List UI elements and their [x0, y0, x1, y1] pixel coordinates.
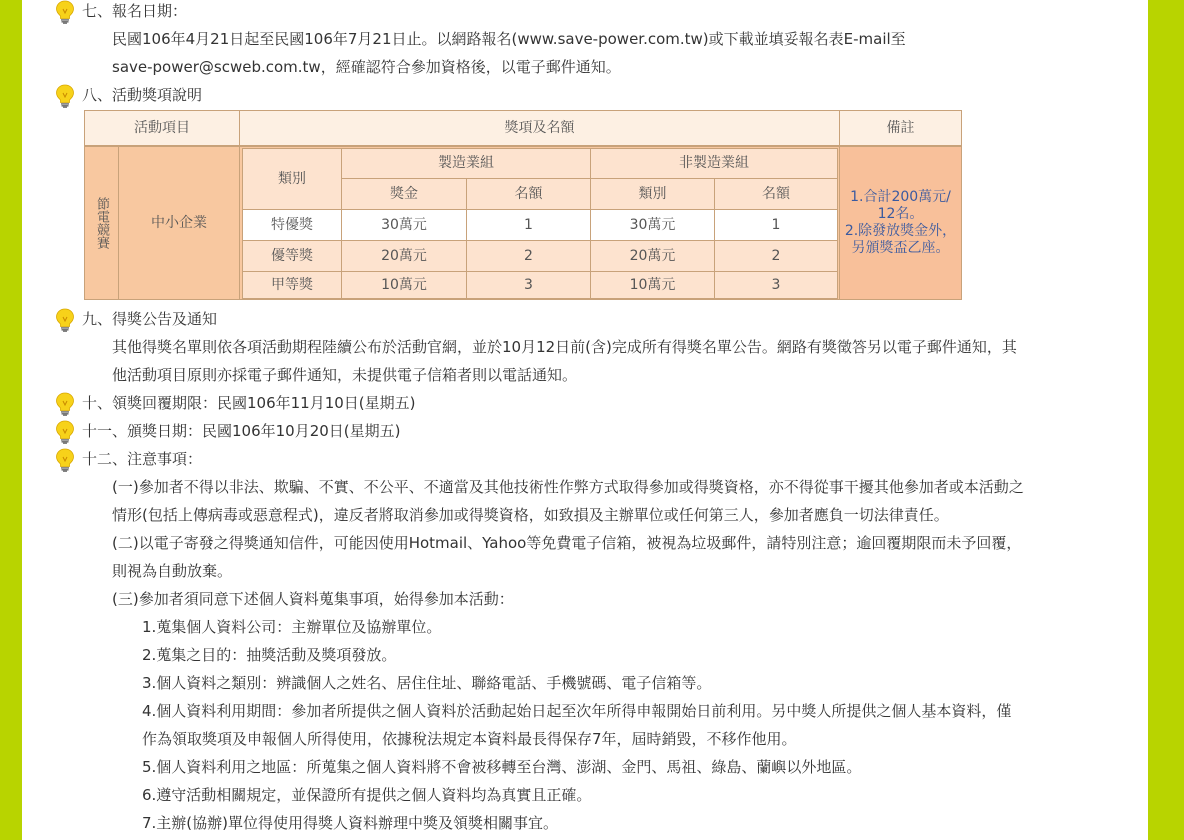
table-cell: 1	[714, 209, 838, 241]
header-type-2: 類別	[590, 178, 715, 210]
table-cell: 20萬元	[341, 240, 467, 272]
section-text: 則視為自動放棄。	[112, 562, 233, 580]
table-cell: 特優獎	[242, 209, 342, 241]
list-item: 2.蒐集之目的：抽獎活動及獎項發放。	[142, 646, 397, 664]
section-text: (三)參加者須同意下述個人資料蒐集事項，始得參加本活動：	[112, 590, 514, 608]
lightbulb-icon	[54, 392, 76, 416]
group-name: 中小企業	[118, 146, 240, 300]
document-page	[22, 0, 1148, 840]
table-cell: 2	[714, 240, 838, 272]
header-count: 名額	[466, 178, 591, 210]
event-name: 節電競賽	[84, 146, 119, 300]
header-prizes: 獎項及名額	[239, 110, 840, 146]
section-title: 十二、注意事項：	[82, 450, 203, 468]
section-text: 民國106年4月21日起至民國106年7月21日止。以網路報名(www.save-power.com.tw)或下載並填妥報名表E-mail至	[112, 30, 906, 48]
header-non-manufacturing: 非製造業組	[590, 148, 838, 179]
list-item: 1.蒐集個人資料公司：主辦單位及協辦單位。	[142, 618, 442, 636]
table-cell: 2	[466, 240, 591, 272]
header-type: 類別	[242, 148, 342, 210]
table-cell: 10萬元	[341, 271, 467, 299]
table-cell: 優等獎	[242, 240, 342, 272]
table-cell: 3	[714, 271, 838, 299]
section-text: 情形(包括上傳病毒或惡意程式)，違反者將取消參加或得獎資格，如致損及主辦單位或任何第三人，參加者應負一切法律責任。	[112, 506, 949, 524]
header-amount: 獎金	[341, 178, 467, 210]
list-item: 5.個人資料利用之地區：所蒐集之個人資料將不會被移轉至台灣、澎湖、金門、馬祖、綠島、蘭嶼以外地區。	[142, 758, 862, 776]
header-manufacturing: 製造業組	[341, 148, 591, 179]
note-cell	[839, 146, 962, 300]
section-text: save-power@scweb.com.tw，經確認符合參加資格後，以電子郵件通知。	[112, 58, 621, 76]
table-cell: 30萬元	[590, 209, 715, 241]
section-text: 他活動項目原則亦採電子郵件通知，未提供電子信箱者則以電話通知。	[112, 366, 578, 384]
header-note: 備註	[839, 110, 962, 146]
list-item: 7.主辦(協辦)單位得使用得獎人資料辦理中獎及領獎相關事宜。	[142, 814, 559, 832]
section-text: (一)參加者不得以非法、欺騙、不實、不公平、不適當及其他技術性作弊方式取得參加或得獎資格，亦不得從事干擾其他參加者或本活動之	[112, 478, 1024, 496]
note-line: 另頒獎盃乙座。	[851, 240, 950, 256]
note-line: 1.合計200萬元/	[850, 189, 951, 205]
section-text: 其他得獎名單則依各項活動期程陸續公布於活動官網，並於10月12日前(含)完成所有得獎名單公告。網路有獎徵答另以電子郵件通知，其	[112, 338, 1017, 356]
table-cell: 甲等獎	[242, 271, 342, 299]
section-text: (二)以電子寄發之得獎通知信件，可能因使用Hotmail、Yahoo等免費電子信箱，被視為垃圾郵件，請特別注意；逾回覆期限而未予回覆，	[112, 534, 1022, 552]
lightbulb-icon	[54, 84, 76, 108]
list-item: 作為領取獎項及申報個人所得使用，依據稅法規定本資料最長得保存7年，屆時銷毀，不移作他用。	[142, 730, 797, 748]
section-title: 七、報名日期：	[82, 2, 188, 20]
note-line: 12名。	[877, 206, 924, 222]
table-cell: 3	[466, 271, 591, 299]
table-cell: 10萬元	[590, 271, 715, 299]
table-cell: 30萬元	[341, 209, 467, 241]
lightbulb-icon	[54, 308, 76, 332]
lightbulb-icon	[54, 448, 76, 472]
table-cell: 1	[466, 209, 591, 241]
header-count-2: 名額	[714, 178, 838, 210]
section-title: 十一、頒獎日期：民國106年10月20日(星期五)	[82, 422, 401, 440]
section-title: 十、領獎回覆期限：民國106年11月10日(星期五)	[82, 394, 416, 412]
list-item: 3.個人資料之類別：辨識個人之姓名、居住住址、聯絡電話、手機號碼、電子信箱等。	[142, 674, 712, 692]
section-title: 八、活動獎項說明	[82, 86, 203, 104]
lightbulb-icon	[54, 420, 76, 444]
lightbulb-icon	[54, 0, 76, 24]
table-cell: 20萬元	[590, 240, 715, 272]
header-activity-item: 活動項目	[84, 110, 240, 146]
note-line: 2.除發放獎金外，	[844, 223, 957, 239]
section-title: 九、得獎公告及通知	[82, 310, 218, 328]
prize-table	[84, 110, 962, 300]
list-item: 6.遵守活動相關規定，並保證所有提供之個人資料均為真實且正確。	[142, 786, 592, 804]
list-item: 4.個人資料利用期間：參加者所提供之個人資料於活動起始日起至次年所得申報開始日前利用。另中獎人所提供之個人基本資料，僅	[142, 702, 1012, 720]
